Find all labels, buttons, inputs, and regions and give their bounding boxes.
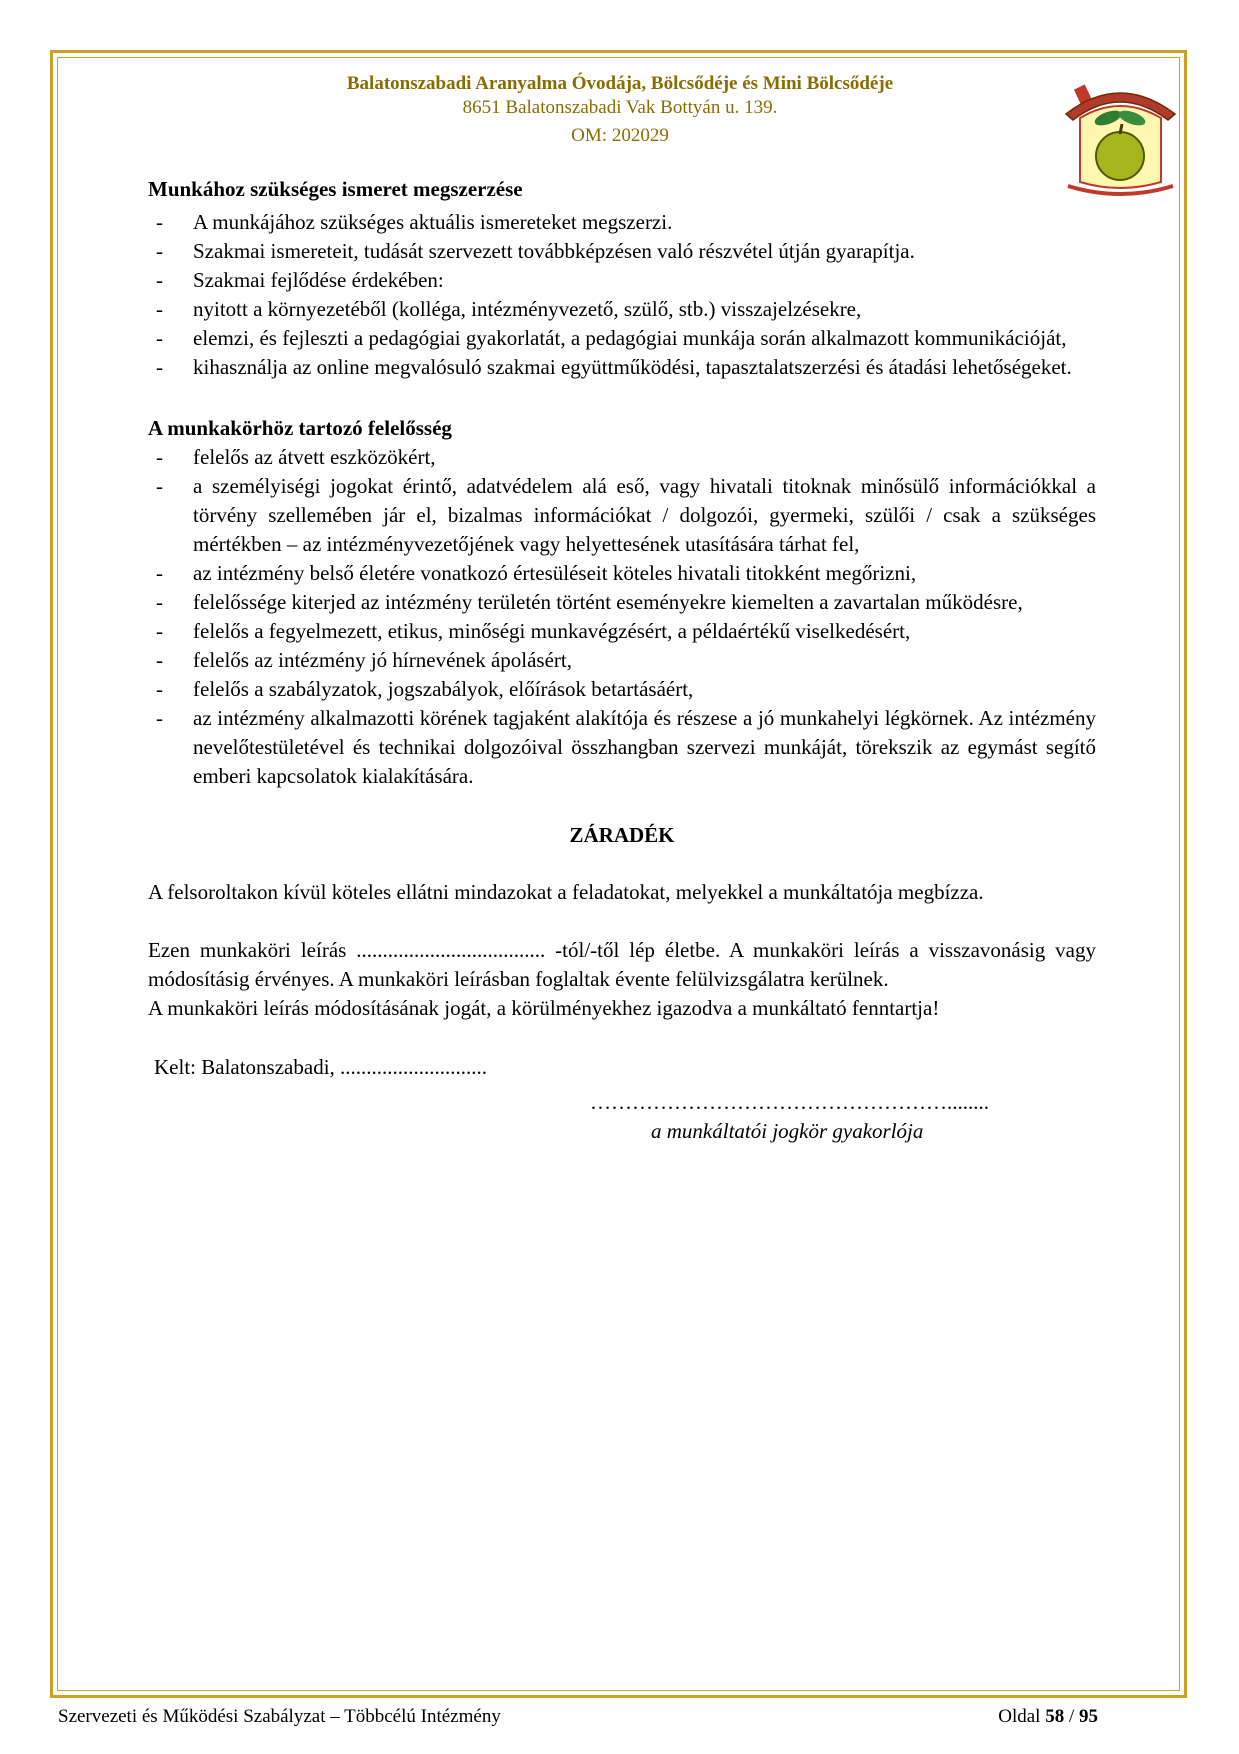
om-number: OM: 202029 xyxy=(571,125,669,146)
list-item: - az intézmény alkalmazotti körének tagjaként alakítója és részese a jó munkahelyi légkörnek. Az intézmény nevelőtestületével és technikai dolgozóival összhangban szervezi munkáját, törekszik az egymást segítő emberi kapcsolatok kialakítására. xyxy=(148,704,1096,791)
zaradek-paragraph-2: Ezen munkaköri leírás .................................... -tól/-től lép életbe. A munkaköri leírás a visszavonásig vagy módosításig érvényes. A munkaköri leírásban foglaltak évente felülvizsgálatra kerülnek. xyxy=(148,938,1096,991)
list-item: - felelős az átvett eszközökért, xyxy=(148,443,1096,472)
page-current: 58 xyxy=(1045,1706,1065,1727)
zaradek-title: ZÁRADÉK xyxy=(569,823,675,847)
list-item: - Szakmai fejlődése érdekében: xyxy=(148,266,1096,295)
document-body xyxy=(148,175,1096,1146)
zaradek-paragraph-1: A felsoroltakon kívül köteles ellátni mindazokat a feladatokat, melyekkel a munkáltatója megbízza. xyxy=(148,880,984,904)
institution-address: 8651 Balatonszabadi Vak Bottyán u. 139. xyxy=(462,97,778,118)
signature-label: a munkáltatói jogkör gyakorlója xyxy=(651,1119,924,1143)
list-item: - kihasználja az online megvalósuló szakmai együttműködési, tapasztalatszerzési és átadási lehetőségeket. xyxy=(148,353,1096,382)
section-heading-knowledge: Munkához szükséges ismeret megszerzése xyxy=(148,177,523,201)
page-prefix: Oldal xyxy=(998,1706,1041,1727)
list-item: - nyitott a környezetéből (kolléga, intézményvezető, szülő, stb.) visszajelzésekre, xyxy=(148,295,1096,324)
section-heading-responsibility: A munkakörhöz tartozó felelősség xyxy=(148,416,452,440)
signature-line: ……………………………………………........ xyxy=(590,1090,989,1114)
zaradek-paragraph-3: A munkaköri leírás módosításának jogát, a körülményekhez igazodva a munkáltató fenntartja! xyxy=(148,996,940,1020)
page-separator: / xyxy=(1068,1706,1075,1727)
kelt-line: Kelt: Balatonszabadi, ............................ xyxy=(154,1055,488,1079)
list-item: - felelős az intézmény jó hírnevének ápolásért, xyxy=(148,646,1096,675)
list-item: - A munkájához szükséges aktuális ismereteket megszerzi. xyxy=(148,208,1096,237)
list-item: - a személyiségi jogokat érintő, adatvédelem alá eső, vagy hivatali titoknak minősülő információkkal a törvény szellemében jár el, bizalmas információkat / dolgozói, gyermeki, szülői / csak a szükséges mértékben – az intézményvezetőjének vagy helyettesének utasítására tárhat fel, xyxy=(148,472,1096,559)
page-number xyxy=(998,1706,1098,1728)
document-header xyxy=(200,72,1040,148)
responsibility-list xyxy=(148,443,1096,791)
list-item: - felelős a fegyelmezett, etikus, minőségi munkavégzésért, a példaértékű viselkedésért, xyxy=(148,617,1096,646)
list-item: - felelőssége kiterjed az intézmény területén történt eseményekre kiemelten a zavartalan működésre, xyxy=(148,588,1096,617)
institution-name: Balatonszabadi Aranyalma Óvodája, Bölcsődéje és Mini Bölcsődéje xyxy=(346,73,894,94)
page-footer xyxy=(58,1706,1098,1728)
list-item: - felelős a szabályzatok, jogszabályok, előírások betartásáért, xyxy=(148,675,1096,704)
knowledge-list xyxy=(148,208,1096,382)
list-item: - az intézmény belső életére vonatkozó értesüléseit köteles hivatali titokként megőrizni, xyxy=(148,559,1096,588)
page-total: 95 xyxy=(1079,1706,1098,1727)
footer-document-title: Szervezeti és Működési Szabályzat – Többcélú Intézmény xyxy=(58,1706,501,1727)
list-item: - elemzi, és fejleszti a pedagógiai gyakorlatát, a pedagógiai munkája során alkalmazott kommunikációját, xyxy=(148,324,1096,353)
list-item: - Szakmai ismereteit, tudását szervezett továbbképzésen való részvétel útján gyarapítja. xyxy=(148,237,1096,266)
